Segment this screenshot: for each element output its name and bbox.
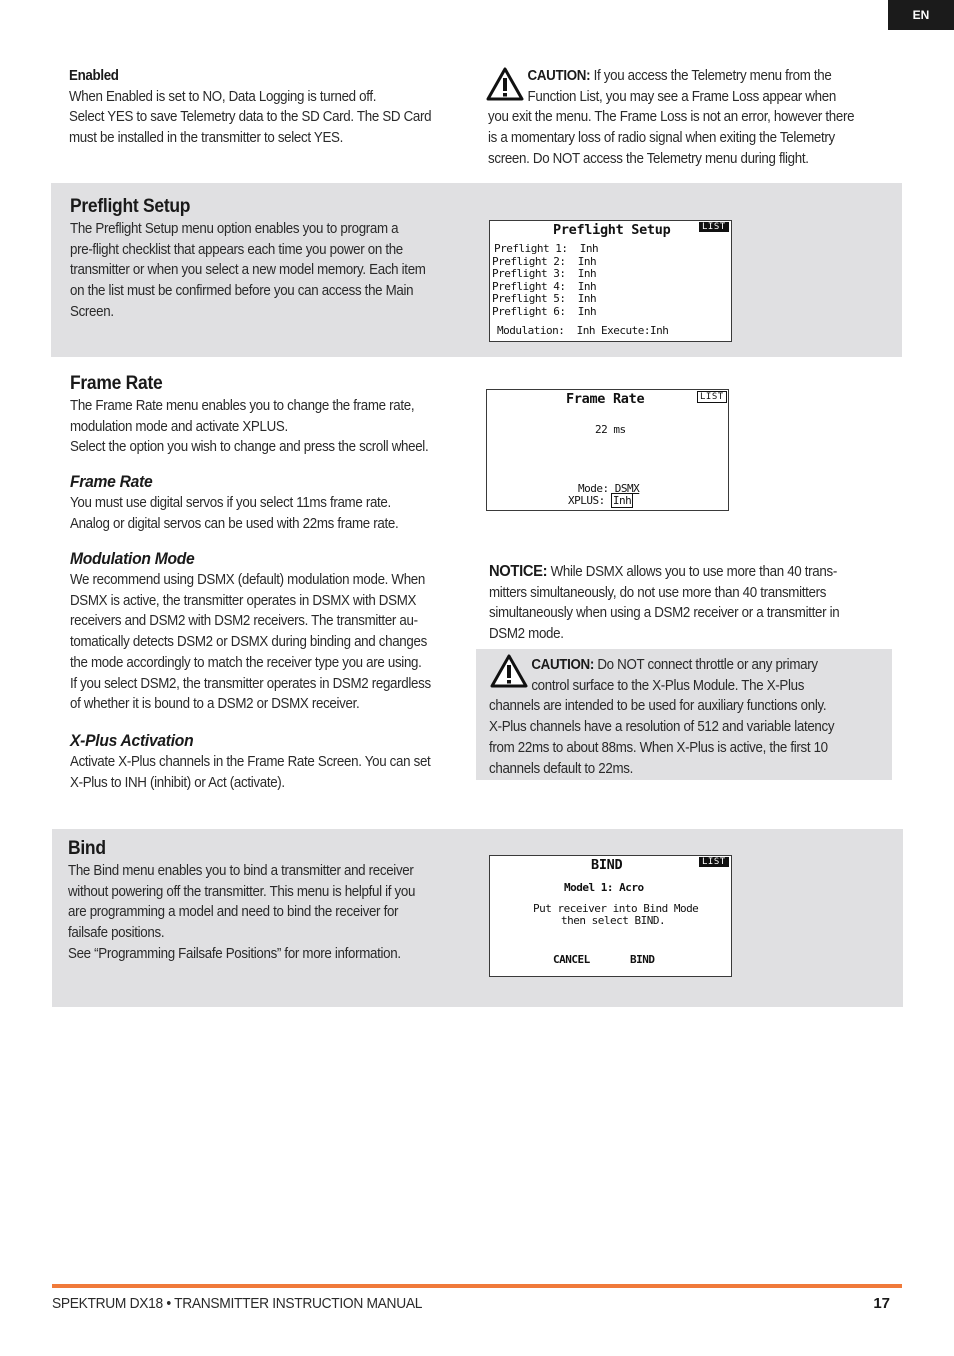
bind-screen xyxy=(489,855,732,977)
xplus-label: XPLUS: xyxy=(568,494,605,507)
caution-line: channels default to 22ms. xyxy=(489,760,633,777)
frame-rate-line: Select the option you wish to change and press the scroll wheel. xyxy=(70,439,429,456)
xplus-section xyxy=(70,731,490,793)
modulation-line: receivers and DSM2 with DSM2 receivers. The transmitter au- xyxy=(70,613,418,630)
caution-text: Do NOT connect throttle or any primary xyxy=(597,657,818,673)
language-tag: EN xyxy=(888,0,954,30)
preflight-section xyxy=(70,196,470,323)
notice-first-line xyxy=(489,562,875,583)
caution-label: CAUTION: xyxy=(531,657,594,673)
modulation-mode-section xyxy=(70,549,490,715)
list-button[interactable]: LIST xyxy=(699,857,729,867)
model-name: Model 1: Acro xyxy=(564,881,644,894)
caution-line: screen. Do NOT access the Telemetry menu during flight. xyxy=(488,150,809,167)
preflight-row[interactable]: Preflight 4: Inh xyxy=(492,280,597,293)
frame-rate-body xyxy=(70,396,456,458)
modulation-line: of whether it is bound to a DSM2 or DSMX receiver. xyxy=(70,696,360,713)
bind-button[interactable]: BIND xyxy=(630,953,655,966)
footer-manual-title: SPEKTRUM DX18 • TRANSMITTER INSTRUCTION MANUAL xyxy=(52,1295,423,1312)
notice-dsmx xyxy=(489,562,909,645)
caution-line: Function List, you may see a Frame Loss appear when xyxy=(527,88,836,105)
frame-rate-section xyxy=(70,373,490,458)
preflight-row[interactable]: Preflight 6: Inh xyxy=(492,305,597,318)
frame-rate-heading: Frame Rate xyxy=(70,373,163,394)
footer-rule xyxy=(52,1284,902,1288)
caution-line: channels are intended to be used for auxiliary functions only. xyxy=(489,698,827,715)
preflight-line: on the list must be confirmed before you can access the Main xyxy=(70,283,414,300)
cancel-button[interactable]: CANCEL xyxy=(553,953,590,966)
xplus-body xyxy=(70,752,456,793)
enabled-line: must be installed in the transmitter to select YES. xyxy=(69,130,343,147)
notice-line: simultaneously when using a DSM2 receiver or a transmitter in xyxy=(489,605,840,622)
mode-label: Mode: xyxy=(578,482,609,495)
modulation-line: We recommend using DSMX (default) modulation mode. When xyxy=(70,572,425,588)
bind-line: are programming a model and need to bind the receiver for xyxy=(68,904,399,921)
caution-label: CAUTION: xyxy=(527,68,591,84)
frame-rate-line: The Frame Rate menu enables you to change the frame rate, xyxy=(70,398,415,414)
notice-label: NOTICE: xyxy=(489,563,548,580)
preflight-line: The Preflight Setup menu option enables you to program a xyxy=(70,221,399,237)
modulation-setting[interactable]: Modulation: Inh xyxy=(497,324,595,337)
notice-line: mitters simultaneously, do not use more than 40 transmitters xyxy=(489,584,827,601)
enabled-body xyxy=(69,87,437,149)
caution-xplus xyxy=(489,655,919,779)
frame-rate-sub xyxy=(70,472,490,534)
frame-rate-sub-line: You must use digital servos if you select 11ms frame rate. xyxy=(70,495,391,511)
enabled-line: Select YES to save Telemetry data to the SD Card. The SD Card xyxy=(69,109,432,126)
caution2-second-line: control surface to the X-Plus Module. The X-Plus xyxy=(531,677,805,694)
preflight-row[interactable]: Preflight 2: Inh xyxy=(492,255,597,268)
caution-first-line xyxy=(488,66,893,87)
xplus-line: X-Plus to INH (inhibit) or Act (activate). xyxy=(70,774,285,791)
caution-telemetry xyxy=(488,66,928,170)
page-number: 17 xyxy=(873,1295,890,1312)
screen-title: Frame Rate xyxy=(566,391,645,407)
caution-line: from 22ms to about 88ms. When X-Plus is active, the first 10 xyxy=(489,739,828,756)
frame-rate-value[interactable]: 22 ms xyxy=(595,423,626,436)
modulation-line: DSMX is active, the transmitter operates in DSMX with DSMX xyxy=(70,592,417,609)
caution-line: you exit the menu. The Frame Loss is not an error, however there xyxy=(488,109,855,126)
modulation-line: the mode accordingly to match the receiver type you are using. xyxy=(70,654,422,671)
bind-instruction: Put receiver into Bind Mode xyxy=(533,902,699,915)
notice-body xyxy=(489,583,875,645)
xplus-value[interactable]: Inh xyxy=(612,494,632,507)
modulation-mode-body xyxy=(70,570,456,715)
modulation-line: tomatically detects DSM2 or DSMX during binding and changes xyxy=(70,634,427,651)
bind-section xyxy=(68,838,488,965)
frame-rate-line: modulation mode and activate XPLUS. xyxy=(70,418,288,435)
modulation-mode-heading: Modulation Mode xyxy=(70,549,195,568)
bind-line: without powering off the transmitter. This menu is helpful if you xyxy=(68,883,416,900)
preflight-line: transmitter or when you select a new model memory. Each item xyxy=(70,262,426,279)
preflight-body xyxy=(70,219,438,323)
enabled-section xyxy=(69,66,469,149)
caution-line: X-Plus channels have a resolution of 512 and variable latency xyxy=(489,719,835,736)
list-button[interactable]: LIST xyxy=(699,222,729,232)
preflight-line: pre-flight checklist that appears each time you power on the xyxy=(70,241,403,258)
enabled-heading: Enabled xyxy=(69,68,119,84)
bind-heading: Bind xyxy=(68,838,106,859)
caution2-body xyxy=(489,696,885,779)
xplus-line: Activate X-Plus channels in the Frame Rate Screen. You can set xyxy=(70,754,431,770)
preflight-row[interactable]: Preflight 5: Inh xyxy=(492,292,597,305)
caution-text: If you access the Telemetry menu from the xyxy=(593,68,832,84)
bind-line: See “Programming Failsafe Positions” for more information. xyxy=(68,945,401,962)
preflight-row[interactable]: Preflight 1: Inh xyxy=(494,242,599,255)
caution2-first-line xyxy=(489,655,885,676)
notice-text: While DSMX allows you to use more than 40 trans- xyxy=(550,564,837,580)
bind-instruction: then select BIND. xyxy=(561,914,666,927)
bind-body xyxy=(68,861,454,965)
frame-rate-sub-body xyxy=(70,493,456,534)
screen-title: Preflight Setup xyxy=(553,222,671,238)
preflight-screen xyxy=(489,220,732,342)
preflight-row[interactable]: Preflight 3: Inh xyxy=(492,267,597,280)
bind-line: The Bind menu enables you to bind a transmitter and receiver xyxy=(68,863,414,879)
frame-rate-subheading: Frame Rate xyxy=(70,472,153,491)
list-button[interactable]: LIST xyxy=(697,391,727,403)
mode-value[interactable]: DSMX xyxy=(614,482,640,495)
caution-body xyxy=(488,87,893,170)
preflight-heading: Preflight Setup xyxy=(70,196,191,217)
execute-setting[interactable]: Execute:Inh xyxy=(601,324,669,337)
modulation-line: If you select DSM2, the transmitter operates in DSM2 regardless xyxy=(70,675,431,692)
notice-line: DSM2 mode. xyxy=(489,626,564,643)
caution-line: is a momentary loss of radio signal when exiting the Telemetry xyxy=(488,130,835,147)
preflight-line: Screen. xyxy=(70,303,114,320)
enabled-line: When Enabled is set to NO, Data Logging is turned off. xyxy=(69,88,377,105)
xplus-heading: X-Plus Activation xyxy=(70,731,194,750)
frame-rate-sub-line: Analog or digital servos can be used with 22ms frame rate. xyxy=(70,515,399,532)
screen-title: BIND xyxy=(591,857,623,873)
frame-rate-screen xyxy=(486,389,729,511)
bind-line: failsafe positions. xyxy=(68,925,165,942)
